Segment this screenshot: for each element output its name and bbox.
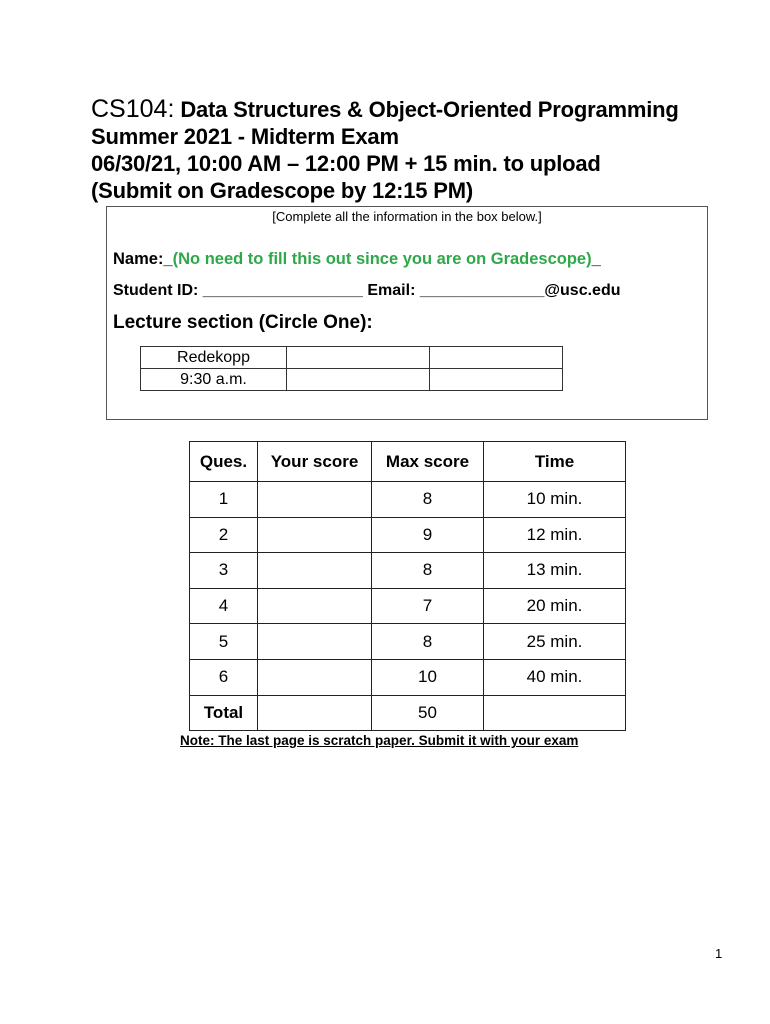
name-note: (No need to fill this out since you are on Gradescope) <box>172 250 592 268</box>
max-score-cell: 10 <box>372 659 484 695</box>
your-score-cell[interactable] <box>258 553 372 589</box>
your-score-cell[interactable] <box>258 659 372 695</box>
header-time: Time <box>484 442 626 482</box>
scratch-paper-note: Note: The last page is scratch paper. Submit it with your exam <box>180 733 579 748</box>
your-score-cell[interactable] <box>258 482 372 518</box>
course-name: Data Structures & Object-Oriented Programming <box>180 97 679 122</box>
table-row <box>190 517 626 553</box>
total-label: Total <box>190 695 258 731</box>
question-number: 5 <box>190 624 258 660</box>
name-trail: _ <box>591 250 601 268</box>
table-row <box>190 624 626 660</box>
section-cell[interactable]: 9:30 a.m. <box>141 369 287 391</box>
time-cell: 25 min. <box>484 624 626 660</box>
max-score-cell: 7 <box>372 588 484 624</box>
time-cell: 13 min. <box>484 553 626 589</box>
exam-name: Summer 2021 - Midterm Exam <box>91 124 399 149</box>
time-cell: 12 min. <box>484 517 626 553</box>
time-cell: 20 min. <box>484 588 626 624</box>
course-title <box>91 96 731 123</box>
section-cell[interactable] <box>430 369 563 391</box>
table-row <box>190 588 626 624</box>
info-instructions: [Complete all the information in the box below.] <box>272 209 542 224</box>
student-id-email-line: Student ID: __________________ Email: ______________@usc.edu <box>113 282 621 299</box>
section-cell[interactable] <box>287 347 430 369</box>
score-table <box>189 441 626 731</box>
total-your-score-cell[interactable] <box>258 695 372 731</box>
max-score-cell: 8 <box>372 482 484 518</box>
total-max-score-cell: 50 <box>372 695 484 731</box>
lecture-section-table <box>140 346 563 391</box>
section-cell[interactable] <box>430 347 563 369</box>
page-number: 1 <box>715 946 723 961</box>
your-score-cell[interactable] <box>258 588 372 624</box>
total-time-cell <box>484 695 626 731</box>
question-number: 6 <box>190 659 258 695</box>
section-instructor-row <box>141 347 563 369</box>
score-table-header <box>190 442 626 482</box>
your-score-cell[interactable] <box>258 517 372 553</box>
question-number: 4 <box>190 588 258 624</box>
header-max-score: Max score <box>372 442 484 482</box>
header-your-score: Your score <box>258 442 372 482</box>
lecture-section-heading: Lecture section (Circle One): <box>113 312 373 333</box>
your-score-cell[interactable] <box>258 624 372 660</box>
name-line <box>113 250 601 269</box>
table-row <box>190 482 626 518</box>
max-score-cell: 9 <box>372 517 484 553</box>
section-cell[interactable]: Redekopp <box>141 347 287 369</box>
exam-schedule: 06/30/21, 10:00 AM – 12:00 PM + 15 min. to upload <box>91 151 601 176</box>
max-score-cell: 8 <box>372 624 484 660</box>
time-cell: 40 min. <box>484 659 626 695</box>
table-row <box>190 659 626 695</box>
student-info-box <box>106 206 708 420</box>
question-number: 1 <box>190 482 258 518</box>
question-number: 2 <box>190 517 258 553</box>
header-question: Ques. <box>190 442 258 482</box>
time-cell: 10 min. <box>484 482 626 518</box>
name-label: Name:_ <box>113 250 173 268</box>
course-code: CS104: <box>91 95 175 123</box>
table-row <box>190 553 626 589</box>
section-cell[interactable] <box>287 369 430 391</box>
max-score-cell: 8 <box>372 553 484 589</box>
exam-title-block <box>91 96 731 204</box>
section-time-row <box>141 369 563 391</box>
submission-deadline: (Submit on Gradescope by 12:15 PM) <box>91 178 473 203</box>
total-row <box>190 695 626 731</box>
question-number: 3 <box>190 553 258 589</box>
